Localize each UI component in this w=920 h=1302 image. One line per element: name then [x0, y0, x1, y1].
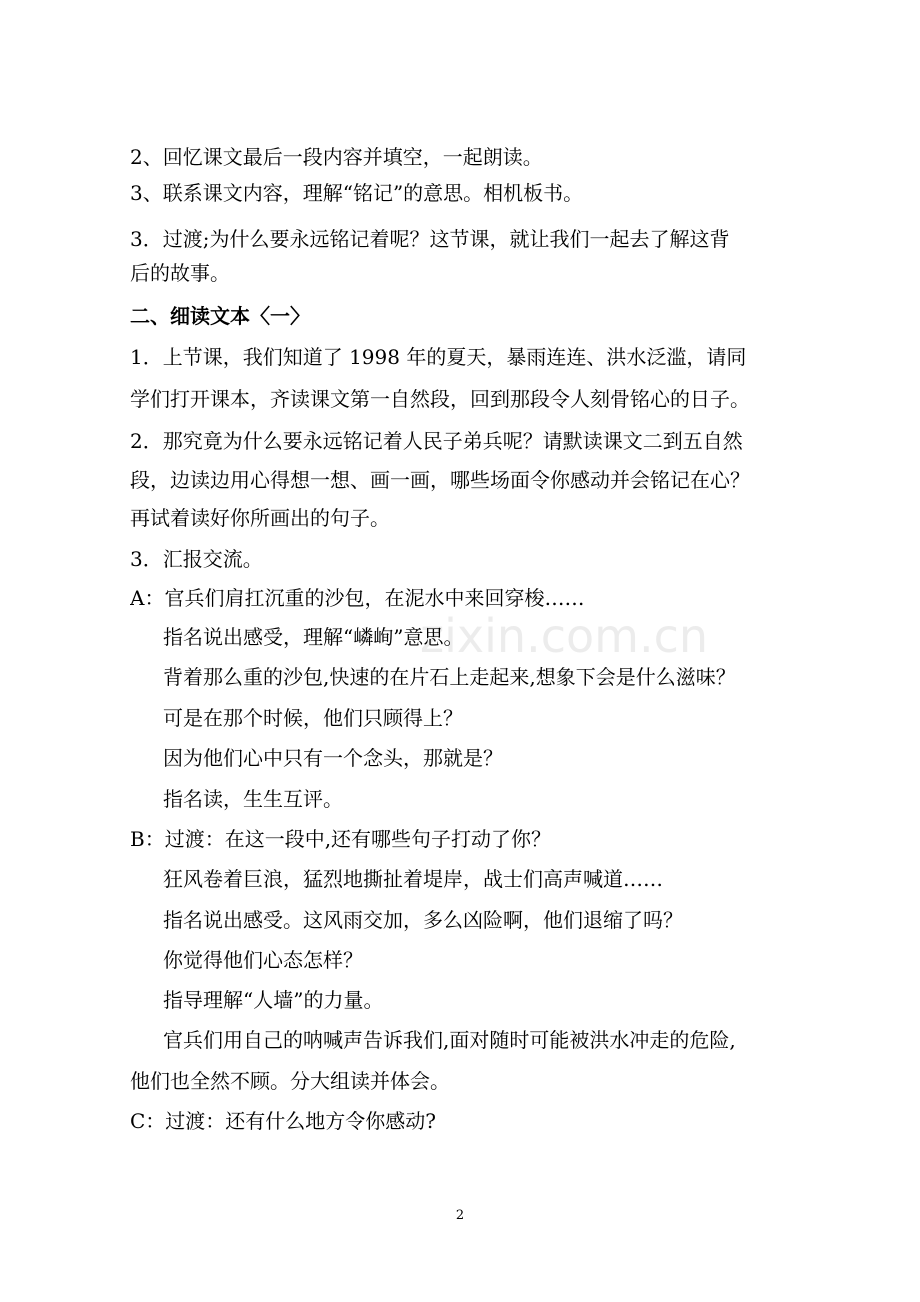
text-line: 你觉得他们心态怎样？ [163, 948, 363, 972]
text-line: 1．上节课，我们知道了 1998 年的夏天，暴雨连连、洪水泛滥，请同 [130, 345, 747, 369]
text-line: 2．那究竟为什么要永远铭记着人民子弟兵呢？请默读课文二到五自然 [130, 429, 743, 453]
section-heading: 二、细读文本〈一〉 [130, 304, 310, 328]
text-line: 后的故事。 [130, 261, 230, 285]
text-line: 学们打开课本，齐读课文第一自然段，回到那段令人刻骨铭心的日子。 [130, 387, 750, 411]
text-line: A：官兵们肩扛沉重的沙包，在泥水中来回穿梭…… [130, 586, 585, 610]
text-line: 狂风卷着巨浪，猛烈地撕扯着堤岸，战士们高声喊道…… [163, 867, 663, 891]
text-line: 因为他们心中只有一个念头，那就是？ [163, 746, 503, 770]
text-line: 3、联系课文内容，理解“铭记”的意思。相机板书。 [130, 181, 584, 205]
text-line: 指名读，生生互评。 [163, 787, 343, 811]
text-line: 指名说出感受，理解“嶙峋”意思。 [163, 625, 464, 649]
text-line: 指名说出感受。这风雨交加，多么凶险啊，他们退缩了吗？ [163, 908, 683, 932]
text-line: 背着那么重的沙包,快速的在片石上走起来,想象下会是什么滋味？ [163, 665, 736, 689]
text-line: 2、回忆课文最后一段内容并填空，一起朗读。 [130, 145, 543, 169]
text-line: 他们也全然不顾。分大组读并体会。 [130, 1069, 450, 1093]
text-line: C：过渡：还有什么地方令你感动? [130, 1109, 437, 1133]
text-line: 官兵们用自己的呐喊声告诉我们,面对随时可能被洪水冲走的危险, [163, 1028, 736, 1052]
text-line: B：过渡：在这一段中,还有哪些句子打动了你？ [130, 827, 552, 851]
text-line: 可是在那个时候，他们只顾得上？ [163, 706, 463, 730]
watermark: zixin.com.cn [420, 609, 709, 663]
text-line: 3．过渡;为什么要永远铭记着呢？这节课，就让我们一起去了解这背 [130, 227, 730, 251]
text-line: 段，边读边用心得想一想、画一画，哪些场面令你感动并会铭记在心？ [130, 468, 750, 492]
page-number: 2 [455, 1208, 465, 1223]
text-line: 再试着读好你所画出的句子。 [130, 506, 390, 530]
text-line: 指导理解“人墙”的力量。 [163, 988, 384, 1012]
text-line: 3．汇报交流。 [130, 547, 263, 571]
